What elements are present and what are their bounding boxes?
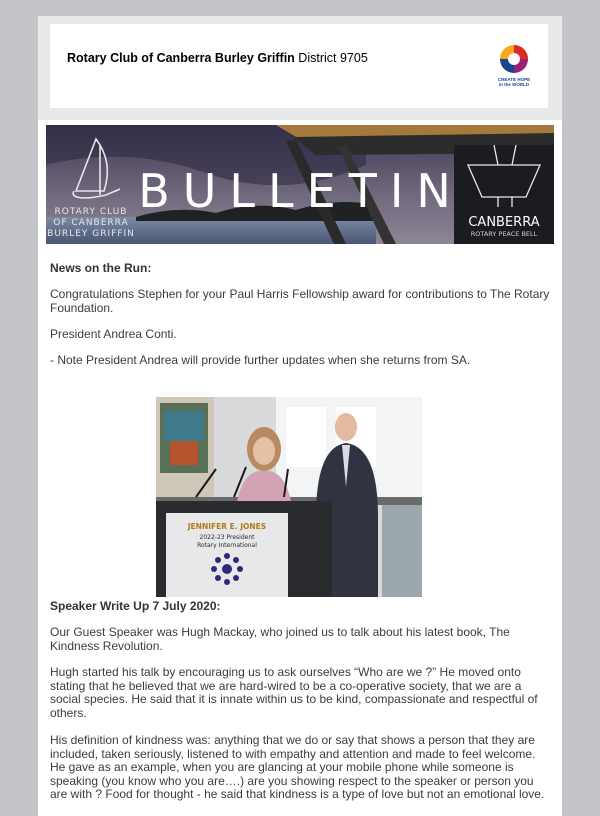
lectern-name: JENNIFER E. JONES	[187, 522, 267, 531]
peace-bell-title: CANBERRA	[468, 215, 540, 230]
banner-club-line1: ROTARY CLUB	[54, 207, 128, 217]
rotary-swirl-icon	[497, 42, 531, 76]
speaker-heading: Speaker Write Up 7 July 2020:	[50, 599, 221, 613]
speaker-para-intro: Our Guest Speaker was Hugh Mackay, who joined us to talk about his latest book, The Kindness Revolution.	[50, 625, 510, 653]
header-band	[38, 16, 562, 120]
news-para-note: - Note President Andrea will provide further updates when she returns from SA.	[50, 353, 471, 367]
bulletin-title: BULLETIN	[138, 164, 464, 218]
bulletin-banner	[46, 125, 554, 244]
news-para-congratulations: Congratulations Stephen for your Paul Harris Fellowship award for contributions to The Rotary Foundation.	[50, 287, 550, 315]
banner-image	[46, 125, 554, 244]
club-name: Rotary Club of Canberra Burley Griffin	[67, 51, 295, 65]
speaker-para-kindness: His definition of kindness was: anything that we do or say that shows a person that they are included, taken seriously, listened to with empathy and attention and made to feel welcome. He gave as an example, when you are glancing at your mobile phone while someone is speaking (you know who you are….) are you showing respect to the speaker or person you are with ? Food for thought - he said that kindness is a type of love but not an emotional love.	[50, 733, 545, 801]
logo-tagline: CREATE HOPE in the WORLD	[497, 77, 531, 87]
rotary-logo	[497, 42, 531, 92]
email-body	[38, 16, 562, 816]
district-label: District 9705	[298, 51, 368, 65]
lectern-line2: 2022-23 President	[199, 534, 255, 541]
banner-club-line3: BURLEY GRIFFIN	[47, 229, 135, 239]
news-para-president: President Andrea Conti.	[50, 327, 177, 341]
banner-club-line2: OF CANBERRA	[53, 218, 129, 228]
speaker-para-who-are-we: Hugh started his talk by encouraging us to ask ourselves “Who are we ?” He moved onto stating that he believed that we are hard-wired to be a co-operative society, that we are a social species. He said that it is innate within us to be kind, compassionate and respectful of others.	[50, 665, 538, 720]
peace-bell-subtitle: ROTARY PEACE BELL	[470, 230, 538, 238]
photo-image	[156, 397, 422, 597]
club-title	[67, 51, 368, 65]
event-photo	[156, 397, 422, 597]
lectern-line3: Rotary International	[197, 542, 257, 549]
news-heading: News on the Run:	[50, 261, 152, 275]
header-card	[50, 24, 548, 108]
